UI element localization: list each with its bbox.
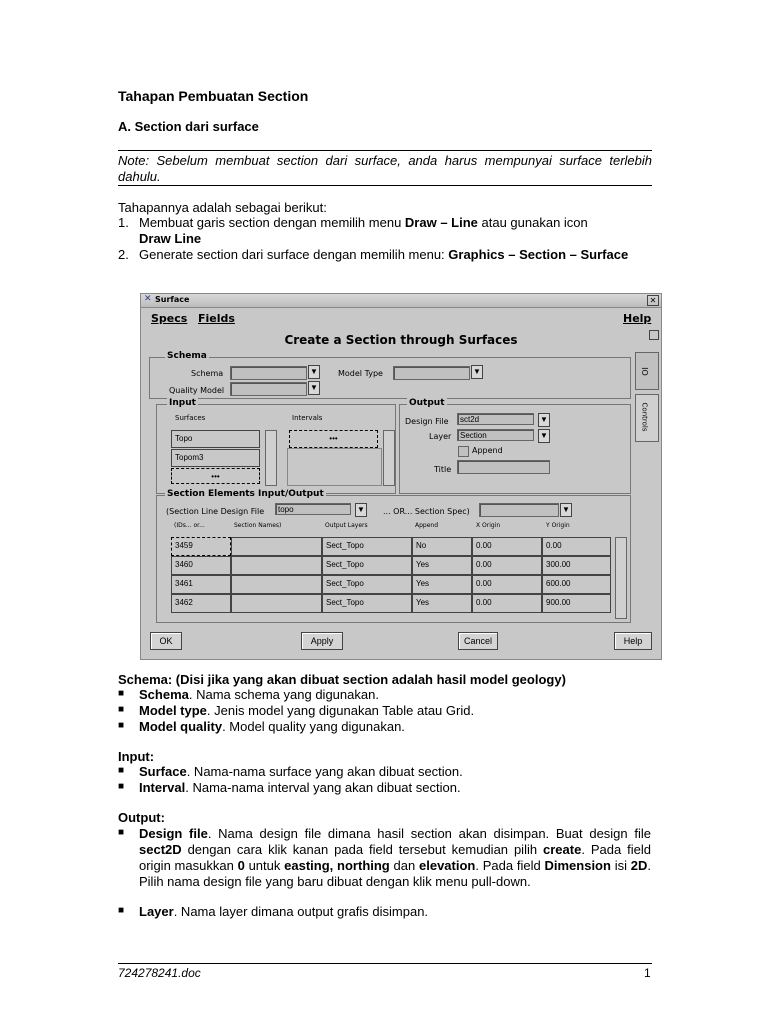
intervals-list[interactable]: [287, 448, 382, 486]
column-header: X Origin: [476, 522, 501, 529]
bullet-icon: ■: [118, 704, 125, 715]
scrollbar[interactable]: [265, 430, 277, 486]
bullet-icon: ■: [118, 720, 125, 731]
note-bottom-rule: [118, 185, 652, 186]
schema-field[interactable]: [230, 366, 307, 380]
tab-controls[interactable]: Controls: [635, 394, 659, 442]
layer-label: Layer: [429, 432, 452, 441]
section-line-label: (Section Line Design File: [166, 507, 265, 516]
scrollbar[interactable]: [383, 430, 395, 486]
dialog-title: Create a Section through Surfaces: [284, 333, 518, 347]
section-spec-label: ... OR... Section Spec): [383, 507, 470, 516]
section-line-field[interactable]: topo: [275, 503, 351, 515]
surfaces-label: Surfaces: [175, 414, 206, 422]
list-item: Model quality. Model quality yang digunakan.: [139, 719, 405, 734]
quality-model-label: Quality Model: [169, 386, 225, 395]
bullet-icon: ■: [118, 765, 125, 776]
note-text: Note: Sebelum membuat section dari surface, anda harus mempunyai surface terlebih dahulu.: [118, 153, 652, 184]
list-item[interactable]: •••: [289, 430, 378, 448]
footer-rule: [118, 963, 652, 964]
chevron-down-icon[interactable]: ▼: [471, 365, 483, 379]
menu-fields[interactable]: Fields: [198, 312, 235, 325]
intervals-label: Intervals: [292, 414, 323, 422]
bullet-icon: ■: [118, 781, 125, 792]
step-number: 2.: [118, 247, 129, 262]
cancel-button[interactable]: Cancel: [458, 632, 498, 650]
model-type-field[interactable]: [393, 366, 470, 380]
note-top-rule: [118, 150, 652, 151]
list-item: Surface. Nama-nama surface yang akan dibuat section.: [139, 764, 463, 779]
chevron-down-icon[interactable]: ▼: [560, 503, 572, 517]
column-header: Output Layers: [325, 522, 368, 529]
column-header: Append: [415, 522, 439, 529]
column-header: (IDs... or...: [174, 522, 205, 529]
list-item[interactable]: Topo: [171, 430, 260, 448]
section-heading: A. Section dari surface: [118, 119, 259, 134]
ok-button[interactable]: OK: [150, 632, 182, 650]
page-title: Tahapan Pembuatan Section: [118, 88, 309, 104]
chevron-down-icon[interactable]: ▼: [308, 381, 320, 395]
layer-field[interactable]: Section: [457, 429, 534, 441]
schema-heading: Schema: (Disi jika yang akan dibuat section adalah hasil model geology): [118, 672, 566, 687]
footer-filename: 724278241.doc: [118, 966, 201, 980]
chevron-down-icon[interactable]: ▼: [355, 503, 367, 517]
bullet-icon: ■: [118, 905, 125, 916]
close-icon[interactable]: ✕: [647, 295, 659, 306]
section-spec-field[interactable]: [479, 503, 559, 517]
schema-label: Schema: [191, 369, 224, 378]
design-file-field[interactable]: sct2d: [457, 413, 534, 425]
title-field[interactable]: [457, 460, 550, 474]
input-heading: Input:: [118, 749, 155, 764]
window-title: Surface: [155, 295, 190, 304]
list-item: Design file. Nama design file dimana hasil section akan disimpan. Buat design file sect2D dengan cara klik kanan pada field tersebut kemudian pilih create. Pada field origin masukkan 0 untuk easting, northing dan elevation. Pada field Dimension isi 2D. Pilih nama design file yang baru dibuat dengan klik menu pull-down.: [139, 826, 652, 889]
output-group-label: Output: [409, 398, 445, 408]
title-label: Title: [434, 465, 452, 474]
bullet-icon: ■: [118, 688, 125, 699]
append-label: Append: [472, 446, 503, 455]
bullet-icon: ■: [118, 827, 125, 838]
apply-button[interactable]: Apply: [301, 632, 343, 650]
output-heading: Output:: [118, 810, 165, 825]
list-item: Model type. Jenis model yang digunakan Table atau Grid.: [139, 703, 475, 718]
section-elements-label: Section Elements Input/Output: [167, 489, 324, 499]
tab-io[interactable]: IO: [635, 352, 659, 390]
model-type-label: Model Type: [338, 369, 383, 378]
chevron-down-icon[interactable]: ▼: [538, 413, 550, 427]
page-number: 1: [644, 966, 651, 980]
schema-group-label: Schema: [167, 351, 207, 361]
step-2-text: Generate section dari surface dengan memilih menu: Graphics – Section – Surface: [139, 247, 629, 262]
window-titlebar: [141, 294, 661, 308]
list-item[interactable]: Topom3: [171, 449, 260, 467]
list-item[interactable]: •••: [171, 468, 260, 484]
chevron-down-icon[interactable]: ▼: [308, 365, 320, 379]
design-file-label: Design File: [405, 417, 449, 426]
menu-help[interactable]: Help: [623, 312, 652, 325]
list-item: Layer. Nama layer dimana output grafis disimpan.: [139, 904, 429, 919]
menu-specs[interactable]: Specs: [151, 312, 188, 325]
column-header: Section Names): [234, 522, 282, 529]
surface-dialog: ✕ Surface ✕ Specs Fields Help Create a Section through Surfaces IO Controls Schema Schema ▼ Model Type ▼ Quality Model ▼ Input Surfaces Intervals Topo Topom3 ••• ••• Output Design File sct2d ▼ Layer Section ▼ Append Title Section Elements Input/Output (Section Line Design File topo ▼ ... OR... Section Spec) ▼ (IDs... or... Section Names) Output Layers Append X Origin Y Origin 3459 Sect_Topo No 0.00 0.00 3460 Sect_Topo Yes 0.00 300.00 3461 Sect_Topo Yes 0.00 600.00 3462 Sect_Topo Yes 0.00 900.00 OK Apply Cancel Help: [140, 293, 662, 660]
list-item: Interval. Nama-nama interval yang akan dibuat section.: [139, 780, 461, 795]
intro-text: Tahapannya adalah sebagai berikut:: [118, 200, 327, 215]
step-1-text: Membuat garis section dengan memilih menu Draw – Line atau gunakan icon Draw Line: [139, 215, 588, 246]
append-checkbox[interactable]: [458, 446, 469, 457]
quality-model-field[interactable]: [230, 382, 307, 396]
column-header: Y Origin: [546, 522, 570, 529]
help-button[interactable]: Help: [614, 632, 652, 650]
input-group-label: Input: [169, 398, 196, 408]
scrollbar[interactable]: [615, 537, 627, 619]
chevron-down-icon[interactable]: ▼: [538, 429, 550, 443]
list-item: Schema. Nama schema yang digunakan.: [139, 687, 379, 702]
step-number: 1.: [118, 215, 129, 230]
x-logo-icon: ✕: [144, 294, 152, 304]
